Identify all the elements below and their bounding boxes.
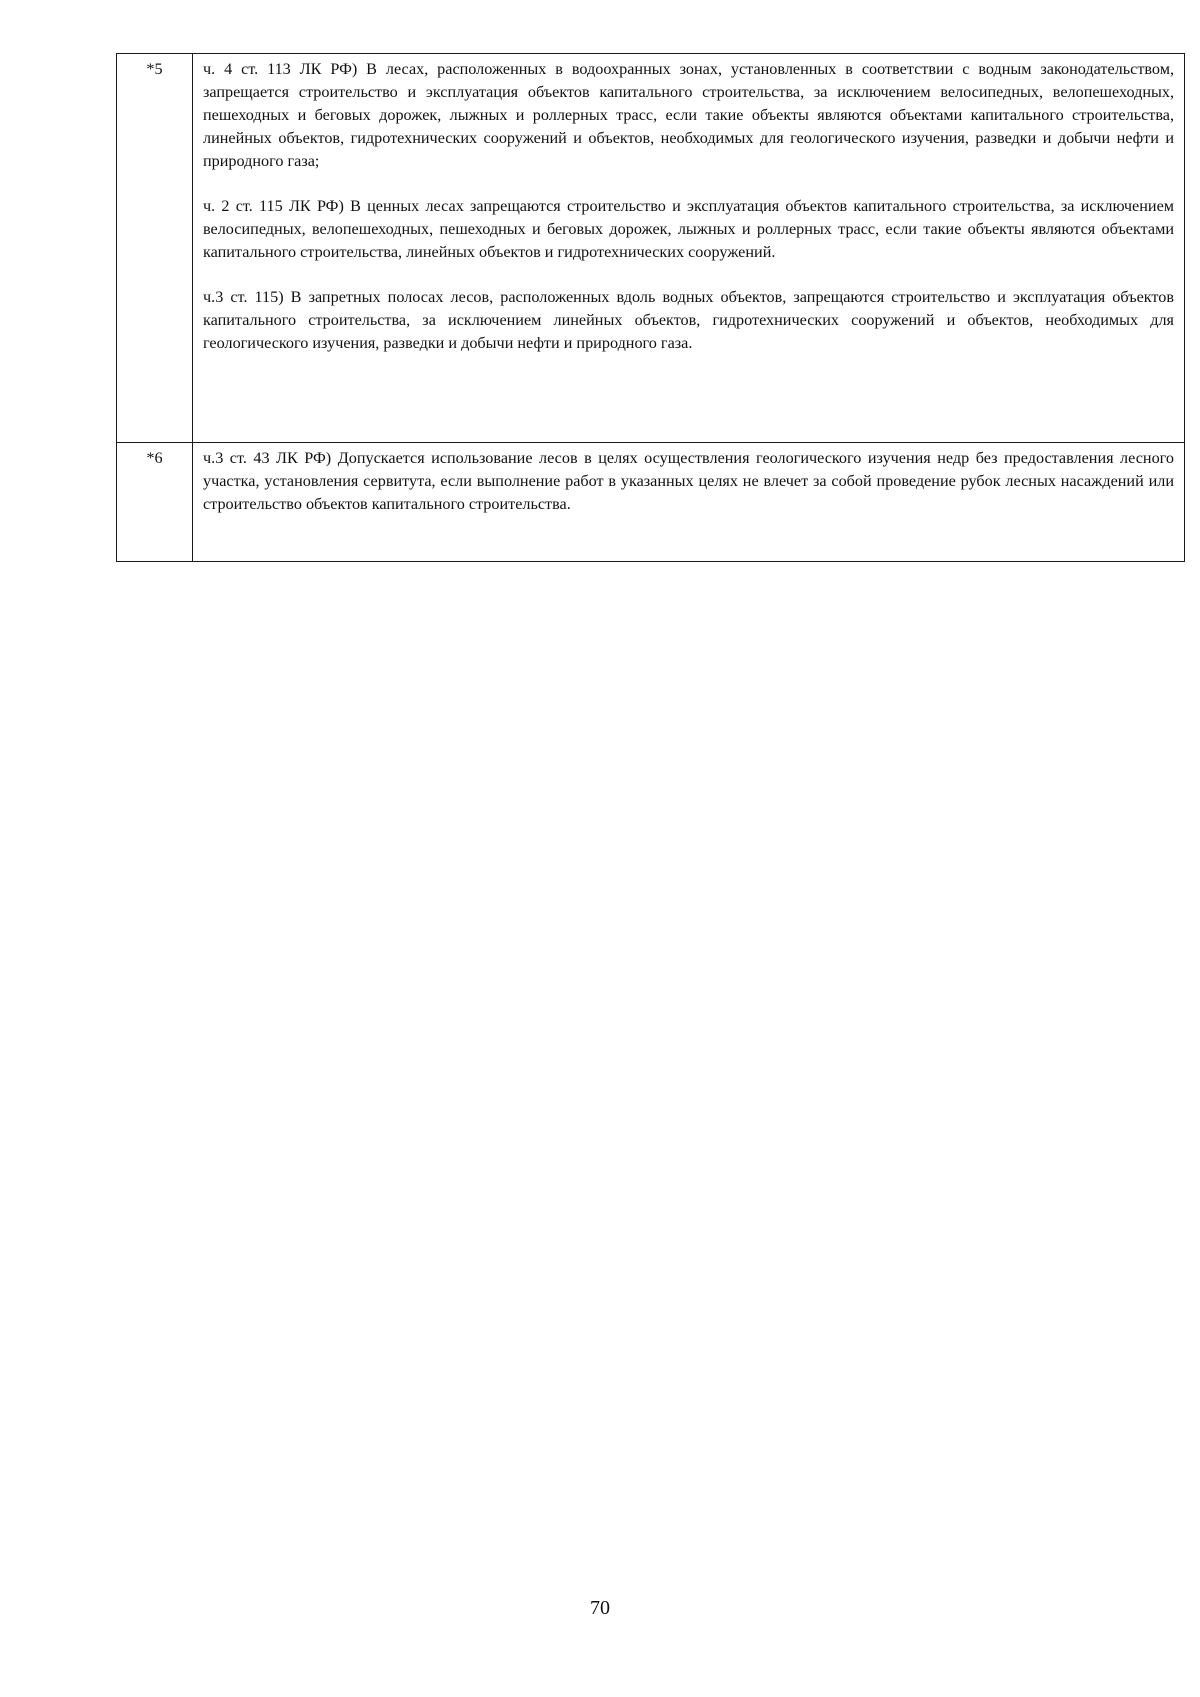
note-text-6 [193, 443, 1185, 562]
note-mark-6: *6 [117, 443, 193, 562]
note-mark-5: *5 [117, 54, 193, 443]
notes-table [116, 53, 1185, 562]
table-row-note-6 [117, 443, 1185, 562]
note-6-paragraph-1: ч.3 ст. 43 ЛК РФ) Допускается использование лесов в целях осуществления геологического изучения недр без предоставления лесного участка, установления сервитута, если выполнение работ в указанных целях не влечет за собой проведение рубок лесных насаждений или строительство объектов капитального строительства. [203, 449, 1174, 513]
note-5-paragraph-3: ч.3 ст. 115) В запретных полосах лесов, расположенных вдоль водных объектов, запрещаются строительство и эксплуатация объектов капитального строительства, за исключением линейных объектов, гидротехнических сооружений и объектов, необходимых для геологического изучения, разведки и добычи нефти и природного газа. [203, 288, 1174, 352]
note-5-paragraph-1: ч. 4 ст. 113 ЛК РФ) В лесах, расположенных в водоохранных зонах, установленных в соответствии с водным законодательством, запрещается строительство и эксплуатация объектов капитального строительства, за исключением велосипедных, велопешеходных, пешеходных и беговых дорожек, лыжных и роллерных трасс, если такие объекты являются объектами капитального строительства, линейных объектов, гидротехнических сооружений и объектов, необходимых для геологического изучения, разведки и добычи нефти и природного газа; [203, 60, 1174, 170]
note-5-paragraph-2: ч. 2 ст. 115 ЛК РФ) В ценных лесах запрещаются строительство и эксплуатация объектов капитального строительства, за исключением велосипедных, велопешеходных, пешеходных и беговых дорожек, лыжных и роллерных трасс, если такие объекты являются объектами капитального строительства, линейных объектов и гидротехнических сооружений. [203, 197, 1174, 261]
table-row-note-5 [117, 54, 1185, 443]
note-text-5 [193, 54, 1185, 443]
page-number: 70 [590, 1597, 610, 1619]
